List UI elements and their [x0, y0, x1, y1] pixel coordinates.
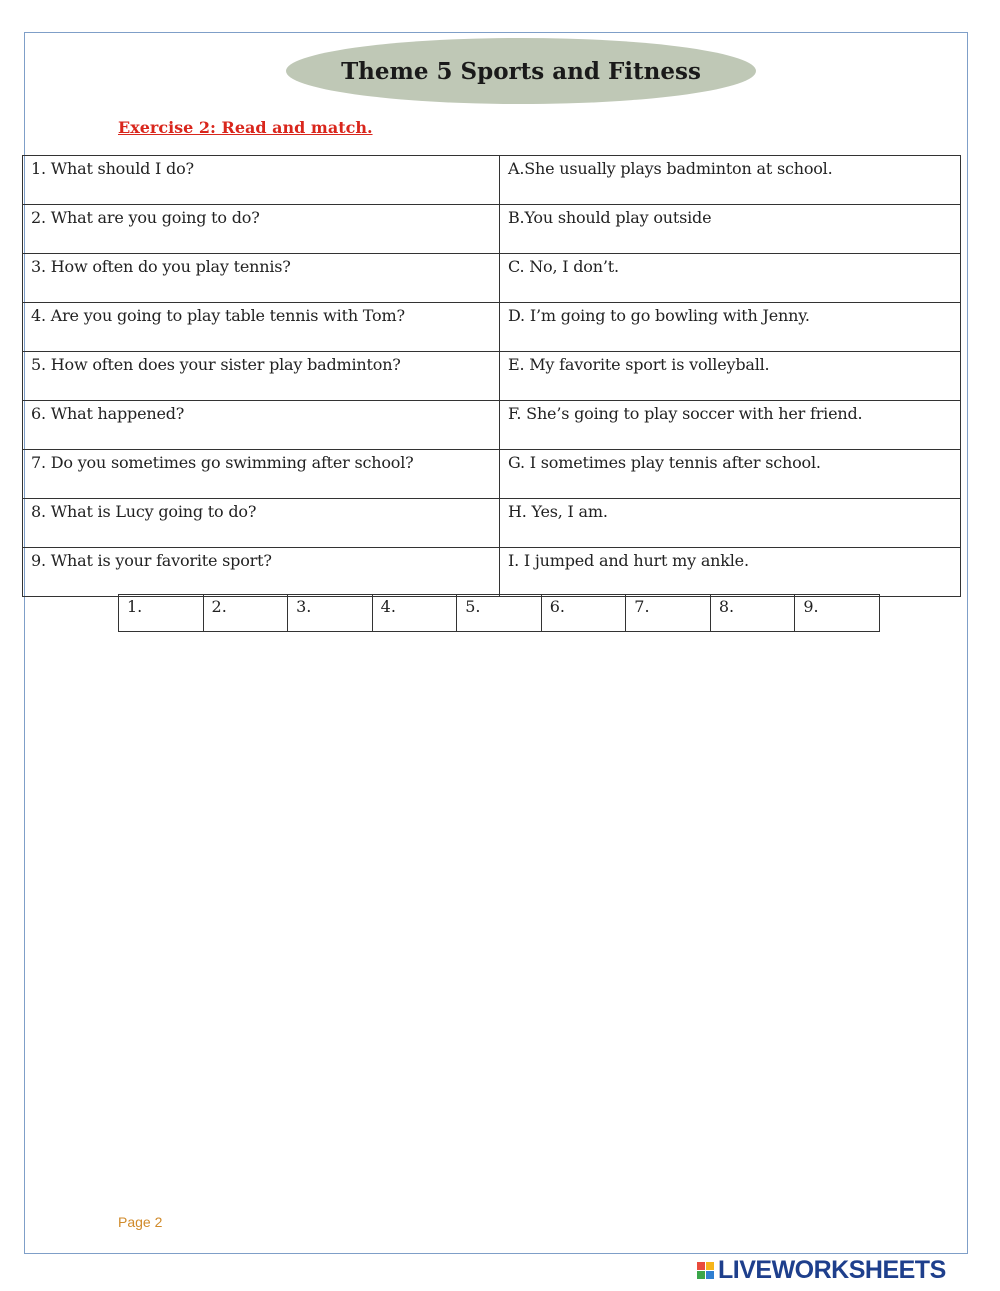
logo-text: LIVEWORKSHEETS: [718, 1255, 946, 1284]
question-cell: 3. How often do you play tennis?: [23, 254, 500, 303]
answer-input-9[interactable]: 9.: [795, 595, 880, 632]
logo-block-i: [706, 1262, 714, 1270]
answer-option-cell: E. My favorite sport is volleyball.: [500, 352, 961, 401]
table-row: [23, 499, 961, 548]
table-row: [23, 548, 961, 597]
table-row: [23, 156, 961, 205]
answer-input-3[interactable]: 3.: [288, 595, 373, 632]
answer-input-2[interactable]: 2.: [203, 595, 288, 632]
theme-banner: [286, 38, 756, 104]
question-cell: 1. What should I do?: [23, 156, 500, 205]
question-cell: 7. Do you sometimes go swimming after school?: [23, 450, 500, 499]
logo-block-e: [706, 1271, 714, 1279]
answer-option-cell: D. I’m going to go bowling with Jenny.: [500, 303, 961, 352]
logo-blocks-icon: [697, 1262, 714, 1279]
liveworksheets-logo: [697, 1256, 946, 1284]
answer-input-1[interactable]: 1.: [119, 595, 204, 632]
answer-option-cell: C. No, I don’t.: [500, 254, 961, 303]
table-row: [23, 205, 961, 254]
answer-option-cell: B.You should play outside: [500, 205, 961, 254]
question-cell: 6. What happened?: [23, 401, 500, 450]
answer-input-7[interactable]: 7.: [626, 595, 711, 632]
answer-row: [119, 595, 880, 632]
table-row: [23, 303, 961, 352]
answer-input-4[interactable]: 4.: [372, 595, 457, 632]
answer-input-6[interactable]: 6.: [541, 595, 626, 632]
theme-title: Theme 5 Sports and Fitness: [341, 57, 701, 85]
logo-block-l: [697, 1262, 705, 1270]
question-cell: 8. What is Lucy going to do?: [23, 499, 500, 548]
matching-table: [22, 155, 961, 597]
table-row: [23, 401, 961, 450]
logo-block-v: [697, 1271, 705, 1279]
answer-grid: [118, 594, 880, 632]
question-cell: 5. How often does your sister play badminton?: [23, 352, 500, 401]
table-row: [23, 352, 961, 401]
table-row: [23, 254, 961, 303]
answer-option-cell: F. She’s going to play soccer with her friend.: [500, 401, 961, 450]
table-row: [23, 450, 961, 499]
answer-input-8[interactable]: 8.: [710, 595, 795, 632]
page-number: Page 2: [118, 1214, 163, 1230]
answer-option-cell: G. I sometimes play tennis after school.: [500, 450, 961, 499]
exercise-title: Exercise 2: Read and match.: [118, 118, 373, 137]
answer-option-cell: I. I jumped and hurt my ankle.: [500, 548, 961, 597]
answer-option-cell: H. Yes, I am.: [500, 499, 961, 548]
question-cell: 2. What are you going to do?: [23, 205, 500, 254]
question-cell: 9. What is your favorite sport?: [23, 548, 500, 597]
answer-input-5[interactable]: 5.: [457, 595, 542, 632]
answer-option-cell: A.She usually plays badminton at school.: [500, 156, 961, 205]
question-cell: 4. Are you going to play table tennis with Tom?: [23, 303, 500, 352]
